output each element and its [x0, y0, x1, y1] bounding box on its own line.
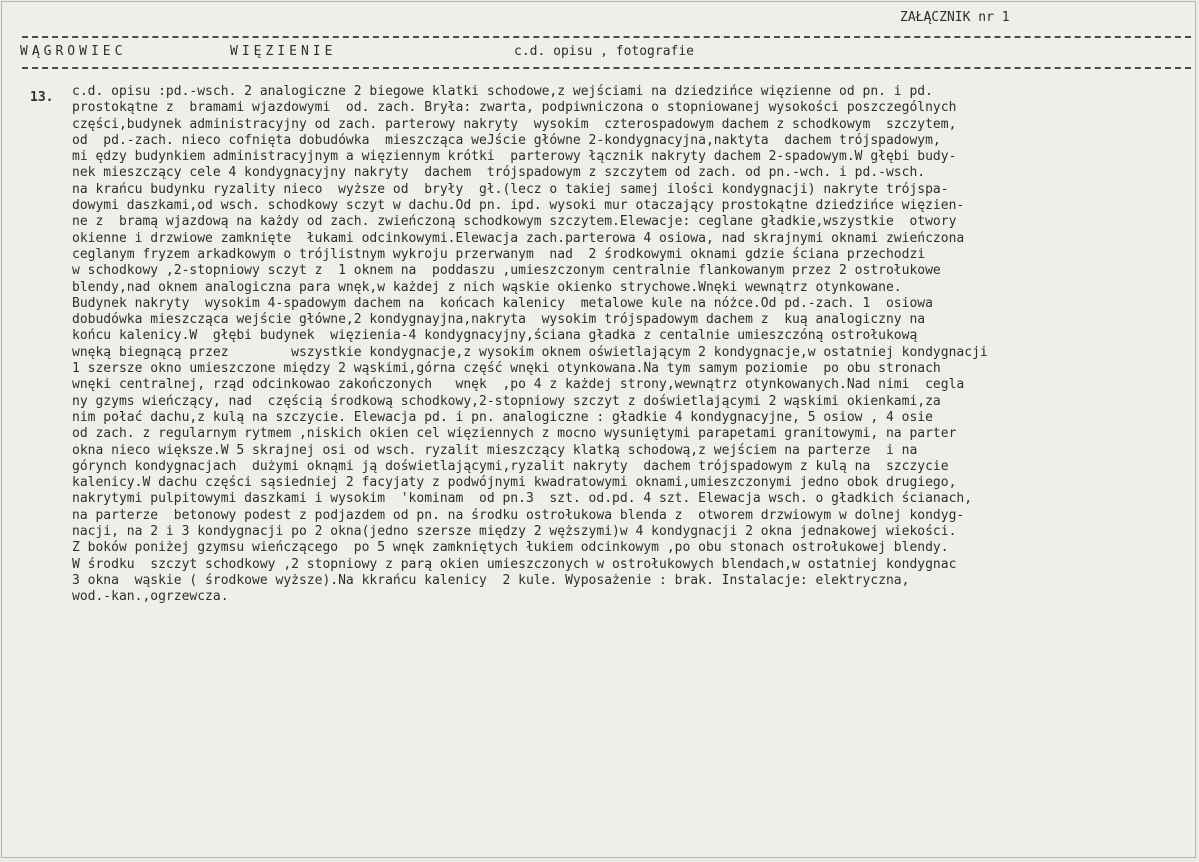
text-line: nakrytymi pulpitowymi daszkami i wysokim 'kominam od pn.3 szt. od.pd. 4 szt. Elewacja wsch. o gładkich ścianach, [72, 491, 973, 507]
text-line: dowymi daszkami,od wsch. schodkowy sczyt w dachu.Od pn. ipd. wysoki mur otaczający prostokątne dziedzińce więzien- [72, 198, 965, 214]
text-line: c.d. opisu :pd.-wsch. 2 analogiczne 2 biegowe klatki schodowe,z wejściami na dziedzińce więzienne od pn. i pd. [72, 84, 933, 99]
attachment-label: ZAŁĄCZNIK nr 1 [900, 10, 1010, 25]
text-line: nacji, na 2 i 3 kondygnacji po 2 okna(jedno szersze między 2 węższymi)w 4 kondygnacji 2 okna jednakowej wiekości. [72, 524, 957, 540]
text-line: mi ędzy budynkiem administracyjnym a więziennym krótki parterowy łącznik nakryty dachem 2-spadowym.W głębi budy- [72, 149, 957, 165]
object-name: WIĘZIENIE [230, 44, 337, 59]
text-line: od pd.-zach. nieco cofnięta dobudówka mieszcząca weJście główne 2-kondygnacyjna,naktyta dachem trójspadowym, [72, 132, 941, 148]
town-name: WĄGROWIEC [20, 44, 127, 59]
text-line: prostokątne z bramami wjazdowymi od. zach. Bryła: zwarta, podpiwniczona o stopniowanej wysokości poszczególnych [72, 100, 957, 116]
text-line: na krańcu budynku ryzality nieco wyższe od bryły gł.(lecz o takiej samej ilości kondygnacji) nakryte trójspa- [72, 181, 949, 197]
text-line: dobudówka mieszcząca wejście główne,2 kondygnayjna,nakryta wysokim trójspadowym dachem z kuą analogiczny na [72, 312, 926, 328]
description-text [72, 84, 1197, 606]
entry-number: 13. [30, 90, 54, 105]
text-line: wnęką biegnącą przez wszystkie kondygnacje,z wysokim oknem oświetlającym 2 kondygnacje,w ostatniej kondygnacji [72, 344, 988, 360]
header-top-rule [22, 36, 1191, 38]
text-line: ny gzyms wieńczący, nad częścią środkową schodkowy,2-stopniowy szczyt z doświetlającymi 2 wąskimi okienkami,za [72, 393, 941, 409]
text-line: 1 szersze okno umieszczone między 2 wąskimi,górna część wnęki otynkowana.Na tym samym poziomie po obu stronach [72, 361, 941, 377]
text-line: końcu kalenicy.W głębi budynek więzienia-4 kondygnacyjny,ściana gładka z centalnie umieszczóną ostrołukową [72, 328, 918, 344]
text-line: okienne i drzwiowe zamknięte łukami odcinkowymi.Elewacja zach.parterowa 4 osiowa, nad skrajnymi oknami zwieńczona [72, 230, 965, 246]
text-line: Budynek nakryty wysokim 4-spadowym dachem na końcach kalenicy metalowe kule na nóżce.Od pd.-zach. 1 osiowa [72, 295, 933, 311]
document-card [1, 1, 1196, 858]
header-bottom-rule [22, 67, 1191, 69]
text-line: nek mieszczący cele 4 kondygnacyjny nakryty dachem trójspadowym z szczytem od zach. od pn.-wch. i pd.-wsch. [72, 165, 926, 181]
text-line: części,budynek administracyjny od zach. parterowy nakryty wysokim czterospadowym dachem z schodkowym szczytem, [72, 116, 957, 132]
text-line: w schodkowy ,2-stopniowy sczyt z 1 oknem na poddaszu ,umieszczonym centralnie flankowanym przez 2 ostrołukowe [72, 263, 941, 279]
text-line: ceglanym fryzem arkadkowym o trójlistnym wykroju przerwanym nad 2 środkowymi oknami gdzie ściana przechodzi [72, 246, 926, 262]
text-line: blendy,nad oknem analogiczna para wnęk,w każdej z nich wąskie okienko strychowe.Wnęki wewnątrz otynkowane. [72, 279, 902, 295]
text-line: od zach. z regularnym rytmem ,niskich okien cel więziennych z mocno wysuniętymi parapetami granitowymi, na parter [72, 426, 957, 442]
text-line: Z boków poniżej gzymsu wieńczącego po 5 wnęk zamkniętych łukiem odcinkowym ,po obu stonach ostrołukowej blendy. [72, 540, 949, 556]
text-line: górynch kondygnacjach dużymi oknąmi ją doświetlającymi,ryzalit nakryty dachem trójspadowym z kulą na szczycie [72, 458, 949, 474]
text-line: W środku szczyt schodkowy ,2 stopniowy z parą okien umieszczonych w ostrołukowych blendach,w ostatniej kondygnac [72, 556, 957, 572]
text-line: okna nieco większe.W 5 skrajnej osi od wsch. ryzalit mieszczący klatką schodową,z wejściem na parterze i na [72, 442, 918, 458]
text-line: na parterze betonowy podest z podjazdem od pn. na środku ostrołukowa blenda z otworem drzwiowym w dolnej kondyg- [72, 507, 965, 523]
text-line: wnęki centralnej, rząd odcinkowao zakończonych wnęk ,po 4 z każdej strony,wewnątrz otynkowanych.Nad nimi cegla [72, 377, 965, 393]
document-subtitle: c.d. opisu , fotografie [514, 44, 695, 59]
text-line: 3 okna wąskie ( środkowe wyższe).Na kkrańcu kalenicy 2 kule. Wyposażenie : brak. Instalacje: elektryczna, [72, 572, 910, 588]
text-line: nim połać dachu,z kulą na szczycie. Elewacja pd. i pn. analogiczne : gładkie 4 kondygnacyjne, 5 osiow , 4 osie [72, 409, 933, 425]
text-line: kalenicy.W dachu części sąsiedniej 2 facyjaty z podwójnymi kwadratowymi oknami,umieszczonymi jedno obok drugiego, [72, 475, 957, 491]
text-line: wod.-kan.,ogrzewcza. [72, 589, 229, 605]
text-line: ne z bramą wjazdową na każdy od zach. zwieńczoną schodkowym szczytem.Elewacje: ceglane gładkie,wszystkie otwory [72, 214, 957, 230]
